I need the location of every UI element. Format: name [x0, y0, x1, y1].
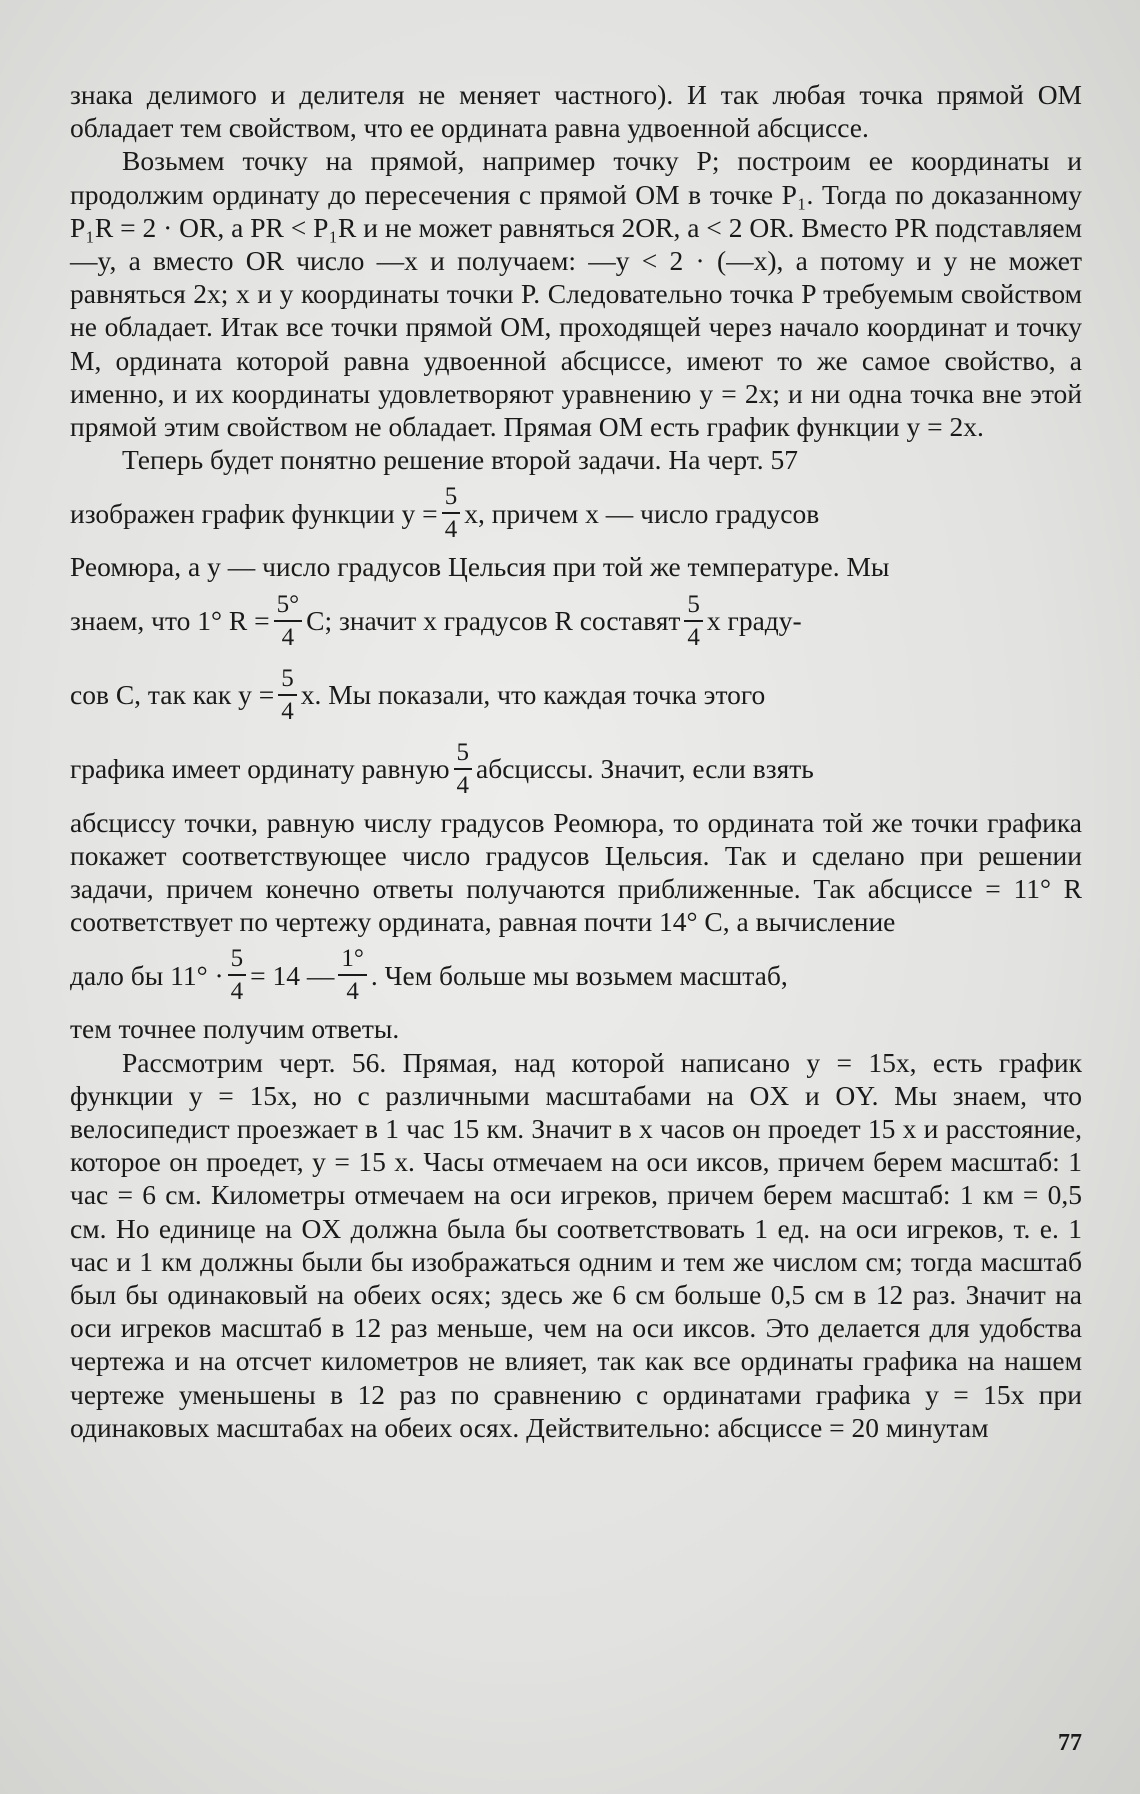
formula-line-since: сов C, так как y = $\frac{5}{4}$ x. Мы показали, что каждая точка этого — [70, 664, 766, 725]
formula-line-function: изображен график функции y = $\frac{5}{4}$ x, причем x — число градусов — [70, 483, 820, 544]
body-text — [70, 78, 1082, 1444]
paragraph-3-line-reaumur: Реомюра, а y — число градусов Цельсия при той же температуре. Мы — [70, 551, 890, 583]
fraction-5-4: $\frac{5}{4}$ — [442, 484, 461, 542]
fraction-5-4: $\frac{5}{4}$ — [278, 666, 297, 724]
formula-line-ordinate: графика имеет ординату равную $\frac{5}{4}$ абсциссы. Значит, если взять — [70, 738, 814, 799]
fraction-5deg-4: $\frac{5^\circ}{4}$ — [274, 592, 303, 650]
formula-line-calculation: дало бы 11° · $\frac{5}{4}$ = 14 — $\frac{1^\circ}{4}$ . Чем больше мы возьмем масштаб, — [70, 945, 788, 1006]
fraction-5-4: $\frac{5}{4}$ — [228, 946, 247, 1004]
paragraph-3-body: абсциссу точки, равную числу градусов Реомюра, то ордината той же точки графика покажет соответствующее число градусов Цельсия. Так и сделано при решении задачи, причем конечно ответы получаются приближенные. Так абсциссе = 11° R соответствует по чертежу ордината, равная почти 14° C, а вычисление — [70, 806, 1082, 938]
paragraph-1: знака делимого и делителя не меняет частного). И так любая точка прямой ОМ обладает тем свойством, что ее ордината равна удвоенной абсциссе. — [70, 79, 1082, 144]
formula-line-degrees: знаем, что 1° R = $\frac{5^\circ}{4}$ C; значит x градусов R составят $\frac{5}{4}$ x граду- — [70, 590, 802, 651]
paragraph-3-line-1: Теперь будет понятно решение второй задачи. На черт. 57 — [122, 444, 798, 476]
paragraph-3-end: тем точнее получим ответы. — [70, 1013, 400, 1045]
paragraph-2: Возьмем точку на прямой, например точку P; построим ее координаты и продолжим ординату до пересечения с прямой ОМ в точке P₁. Тогда по доказанному P₁R = 2 · OR, а PR < P₁R и не может равняться 2OR, а < 2 OR. Вместо PR подставляем —y, а вместо OR число —x и получаем: —y < 2 · (—x), а потому и y не может равняться 2x; x и y координаты точки P. Следовательно точка P требуемым свойством не обладает. Итак все точки прямой ОМ, проходящей через начало координат и точку M, ордината которой равна удвоенной абсциссе, имеют то же самое свойство, а именно, и их координаты удовлетворяют уравнению y = 2x; и ни одна точка вне этой прямой этим свойством не обладает. Прямая ОМ есть график функции y = 2x. — [70, 145, 1082, 443]
fraction-1deg-4: $\frac{1^\circ}{4}$ — [338, 946, 367, 1004]
fraction-5-4: $\frac{5}{4}$ — [454, 740, 473, 798]
paragraph-4: Рассмотрим черт. 56. Прямая, над которой написано y = 15x, есть график функции y = 15x, но с различными масштабами на OX и OY. Мы знаем, что велосипедист проезжает в 1 час 15 км. Значит в x часов он проедет 15 x и расстояние, которое он проедет, y = 15 x. Часы отмечаем на оси иксов, причем берем масштаб: 1 час = 6 см. Километры отмечаем на оси игреков, причем берем масштаб: 1 км = 0,5 см. Но единице на OX должна была бы соответствовать 1 ед. на оси игреков, т. е. 1 час и 1 км должны были бы изображаться одним и тем же числом см; тогда масштаб был бы одинаковый на обеих осях; здесь же 6 см больше 0,5 см в 12 раз. Значит на оси игреков масштаб в 12 раз меньше, чем на оси иксов. Это делается для удобства чертежа и на отсчет километров не влияет, так как все ординаты графика на нашем чертеже уменьшены в 12 раз по сравнению с ординатами графика y = 15x при одинаковых масштабах на обеих осях. Действительно: абсциссе = 20 минутам — [70, 1046, 1082, 1443]
fraction-5-4: $\frac{5}{4}$ — [684, 592, 703, 650]
page-number: 77 — [1058, 1730, 1082, 1756]
